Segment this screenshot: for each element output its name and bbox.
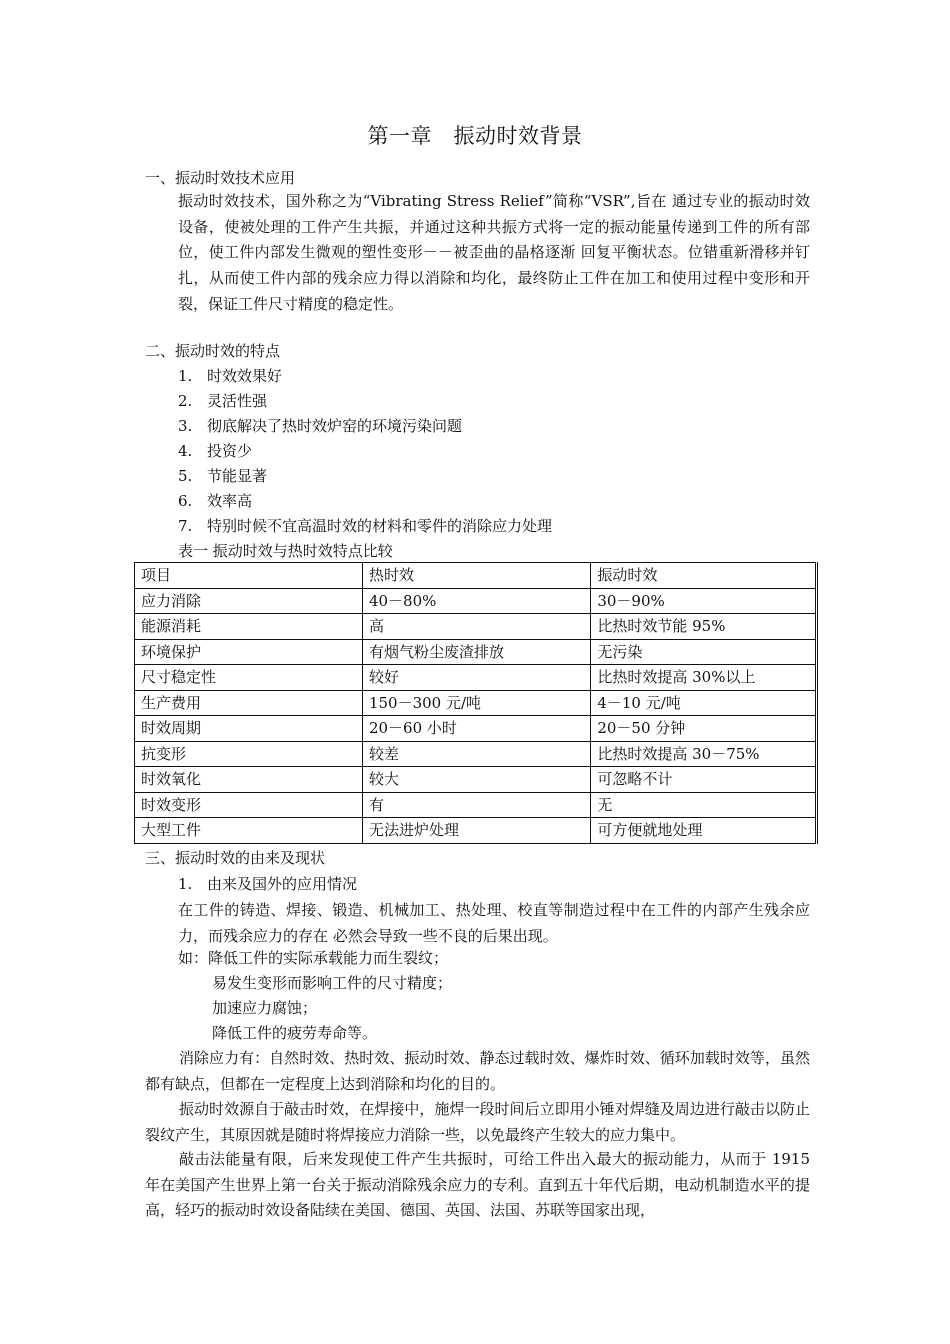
header-cell: 项目 — [135, 563, 363, 589]
table-caption: 表一 振动时效与热时效特点比较 — [178, 542, 393, 560]
table-row — [135, 767, 817, 793]
table-cell: 尺寸稳定性 — [135, 665, 363, 691]
table-row — [135, 614, 817, 640]
table-cell: 可方便就地处理 — [591, 818, 817, 844]
table-cell: 可忽略不计 — [591, 767, 817, 793]
table-cell: 时效氧化 — [135, 767, 363, 793]
table-row — [135, 792, 817, 818]
table-cell: 无 — [591, 792, 817, 818]
list-item: 4. 投资少 — [178, 442, 253, 460]
table-row — [135, 690, 817, 716]
table-cell: 比热时效提高 30%以上 — [591, 665, 817, 691]
table-cell: 4－10 元/吨 — [591, 690, 817, 716]
example-item: 降低工件的疲劳寿命等。 — [212, 1024, 378, 1042]
table-cell: 较差 — [362, 741, 590, 767]
table-cell: 有 — [362, 792, 590, 818]
examples-lead: 如：降低工件的实际承载能力而生裂纹； — [178, 949, 449, 967]
table-cell: 30－90% — [591, 588, 817, 614]
table-row — [135, 588, 817, 614]
section-1-heading: 一、振动时效技术应用 — [145, 169, 296, 187]
table-row — [135, 818, 817, 844]
table-cell: 应力消除 — [135, 588, 363, 614]
table-cell: 无污染 — [591, 639, 817, 665]
header-cell: 热时效 — [362, 563, 590, 589]
table-cell: 20－50 分钟 — [591, 716, 817, 742]
table-cell: 比热时效节能 95% — [591, 614, 817, 640]
section-3-heading: 三、振动时效的由来及现状 — [145, 849, 326, 867]
table-cell: 比热时效提高 30－75% — [591, 741, 817, 767]
list-item: 2. 灵活性强 — [178, 392, 268, 410]
table-row — [135, 639, 817, 665]
section-2-heading: 二、振动时效的特点 — [145, 342, 281, 360]
features-list — [178, 364, 552, 539]
table-cell: 抗变形 — [135, 741, 363, 767]
paragraph: 在工件的铸造、焊接、锻造、机械加工、热处理、校直等制造过程中在工件的内部产生残余应力，而残余应力的存在 必然会导致一些不良的后果出现。 — [178, 901, 810, 945]
header-cell: 振动时效 — [591, 563, 817, 589]
paragraph: 消除应力有：自然时效、热时效、振动时效、静态过载时效、爆炸时效、循环加载时效等，虽然都有缺点，但都在一定程度上达到消除和均化的目的。 — [145, 1049, 810, 1093]
comparison-table — [134, 562, 818, 844]
table-cell: 较好 — [362, 665, 590, 691]
table-cell: 无法进炉处理 — [362, 818, 590, 844]
sub-heading-label: 由来及国外的应用情况 — [207, 875, 358, 893]
table-cell: 20－60 小时 — [362, 716, 590, 742]
table-cell: 能源消耗 — [135, 614, 363, 640]
table-row — [135, 741, 817, 767]
list-item: 1. 时效效果好 — [178, 367, 283, 385]
table-header-row — [135, 563, 817, 589]
list-item: 6. 效率高 — [178, 492, 253, 510]
sub-heading-number: 1. — [178, 875, 193, 893]
table-cell: 较大 — [362, 767, 590, 793]
table-row — [135, 716, 817, 742]
paragraph: 振动时效源自于敲击时效，在焊接中，施焊一段时间后立即用小锤对焊缝及周边进行敲击以防止裂纹产生，其原因就是随时将焊接应力消除一些，以免最终产生较大的应力集中。 — [145, 1100, 810, 1144]
table-cell: 高 — [362, 614, 590, 640]
list-item: 3. 彻底解决了热时效炉窑的环境污染问题 — [178, 417, 463, 435]
table-row — [135, 665, 817, 691]
example-item: 易发生变形而影响工件的尺寸精度； — [212, 974, 453, 992]
table-cell: 大型工件 — [135, 818, 363, 844]
example-item: 加速应力腐蚀； — [212, 999, 318, 1017]
table-cell: 40－80% — [362, 588, 590, 614]
table-cell: 150－300 元/吨 — [362, 690, 590, 716]
table-cell: 时效周期 — [135, 716, 363, 742]
list-item: 7. 特别时候不宜高温时效的材料和零件的消除应力处理 — [178, 517, 553, 535]
table-cell: 环境保护 — [135, 639, 363, 665]
list-item: 5. 节能显著 — [178, 467, 268, 485]
table-cell: 有烟气粉尘废渣排放 — [362, 639, 590, 665]
chapter-title: 第一章 振动时效背景 — [367, 124, 583, 148]
section-1-body: 振动时效技术，国外称之为“Vibrating Stress Relief”简称“VSR”,旨在 通过专业的振动时效设备，使被处理的工件产生共振，并通过这种共振方式将一定的振动能量传递到工件的所有部位，使工件内部发生微观的塑性变形－－被歪曲的晶格逐渐 回复平衡状态。位错重新滑移并钉扎，从而使工件内部的残余应力得以消除和均化，最终防止工件在加工和使用过程中变形和开裂，保证工件尺寸精度的稳定性。 — [178, 192, 810, 313]
sub-heading — [178, 872, 357, 897]
paragraph: 敲击法能量有限，后来发现使工件产生共振时，可给工件出入最大的振动能力，从而于 1915 年在美国产生世界上第一台关于振动消除残余应力的专利。直到五十年代后期，电动机制造水平的提高，轻巧的振动时效设备陆续在美国、德国、英国、法国、苏联等国家出现， — [145, 1150, 810, 1220]
table-cell: 时效变形 — [135, 792, 363, 818]
table-cell: 生产费用 — [135, 690, 363, 716]
